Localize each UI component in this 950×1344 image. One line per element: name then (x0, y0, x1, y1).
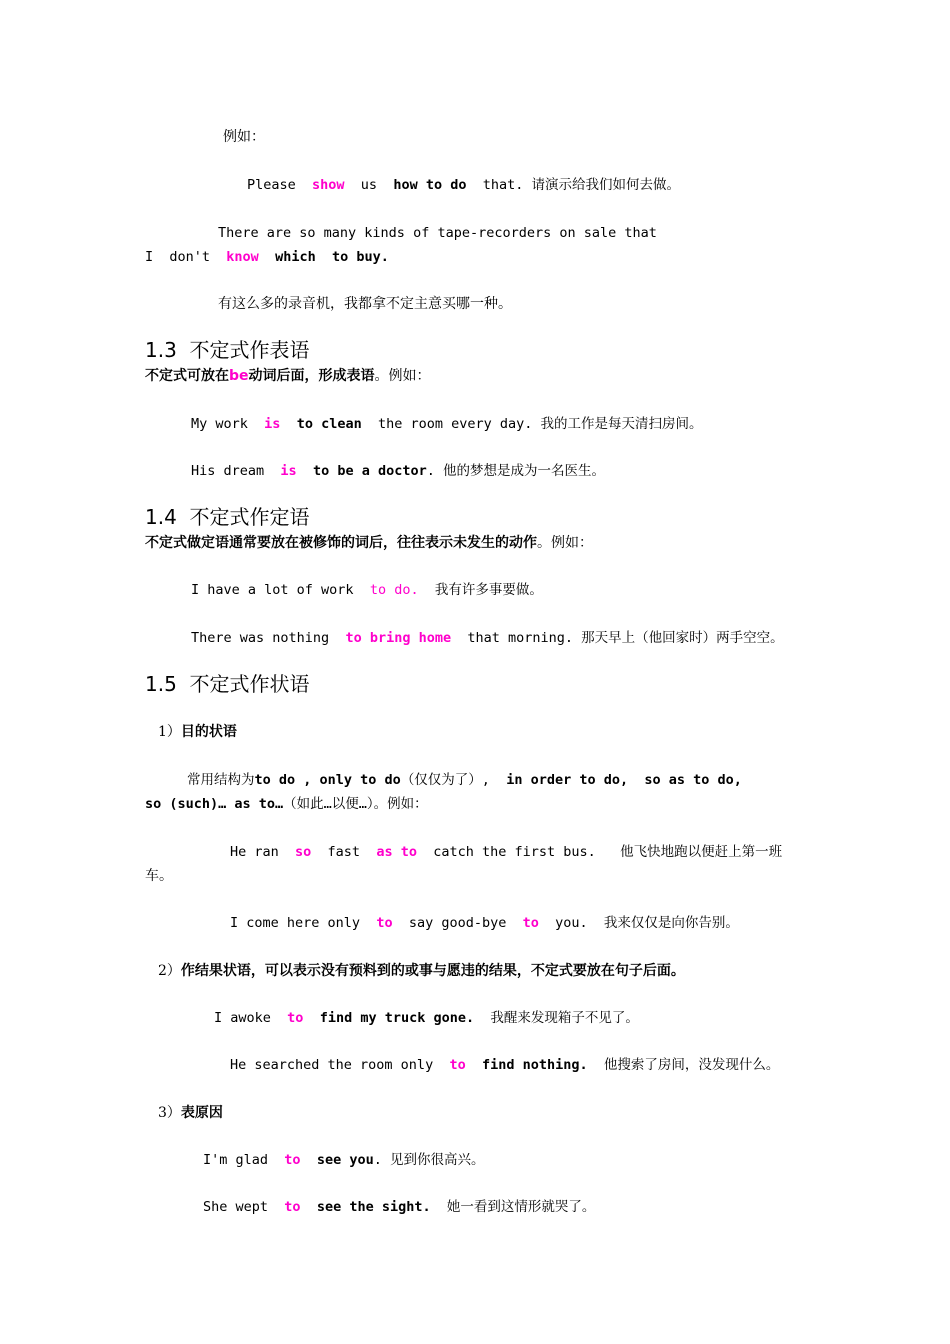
rule-text: so (such)… as to…（如此…以便…）。例如： (145, 796, 428, 812)
translation: 有这么多的录音机，我都拿不定主意买哪一种。 (218, 296, 512, 312)
rule-text: 不定式可放在be动词后面，形成表语。例如： (145, 368, 431, 384)
example-sentence: I'm glad to see you. 见到你很高兴。 (203, 1152, 485, 1168)
section-heading-1-5: 1.5 不定式作状语 (145, 672, 310, 696)
example-sentence: I don't know which to buy. (145, 249, 389, 265)
subheading: 2）作结果状语，可以表示没有预料到的或事与愿违的结果，不定式要放在句子后面。 (158, 963, 685, 979)
example-sentence: I have a lot of work to do. 我有许多事要做。 (191, 582, 543, 598)
subheading: 3）表原因 (158, 1105, 223, 1121)
section-heading-1-3: 1.3 不定式作表语 (145, 338, 310, 362)
example-sentence: There are so many kinds of tape-recorders on sale that (218, 225, 657, 241)
example-sentence: Please show us how to do that. 请演示给我们如何去做。 (247, 177, 681, 193)
example-sentence: He searched the room only to find nothing. 他搜索了房间，没发现什么。 (230, 1057, 780, 1073)
example-sentence: His dream is to be a doctor. 他的梦想是成为一名医生。 (191, 463, 605, 479)
example-sentence: I awoke to find my truck gone. 我醒来发现箱子不见了。 (214, 1010, 639, 1026)
example-sentence: She wept to see the sight. 她一看到这情形就哭了。 (203, 1199, 596, 1215)
rule-text: 常用结构为to do , only to do（仅仅为了）, in order to do, so as to do, (187, 772, 742, 788)
example-intro: 例如： (223, 129, 265, 145)
example-sentence: There was nothing to bring home that morning. 那天早上（他回家时）两手空空。 (191, 630, 784, 646)
example-sentence: I come here only to say good-bye to you. 我来仅仅是向你告别。 (230, 915, 739, 931)
translation: 车。 (145, 868, 173, 884)
section-heading-1-4: 1.4 不定式作定语 (145, 505, 310, 529)
rule-text: 不定式做定语通常要放在被修饰的词后，往往表示未发生的动作。例如： (145, 535, 593, 551)
subheading: 1）目的状语 (158, 724, 237, 740)
example-sentence: My work is to clean the room every day. 我的工作是每天清扫房间。 (191, 416, 703, 432)
example-sentence: He ran so fast as to catch the first bus. 他飞快地跑以便赶上第一班 (230, 844, 783, 860)
